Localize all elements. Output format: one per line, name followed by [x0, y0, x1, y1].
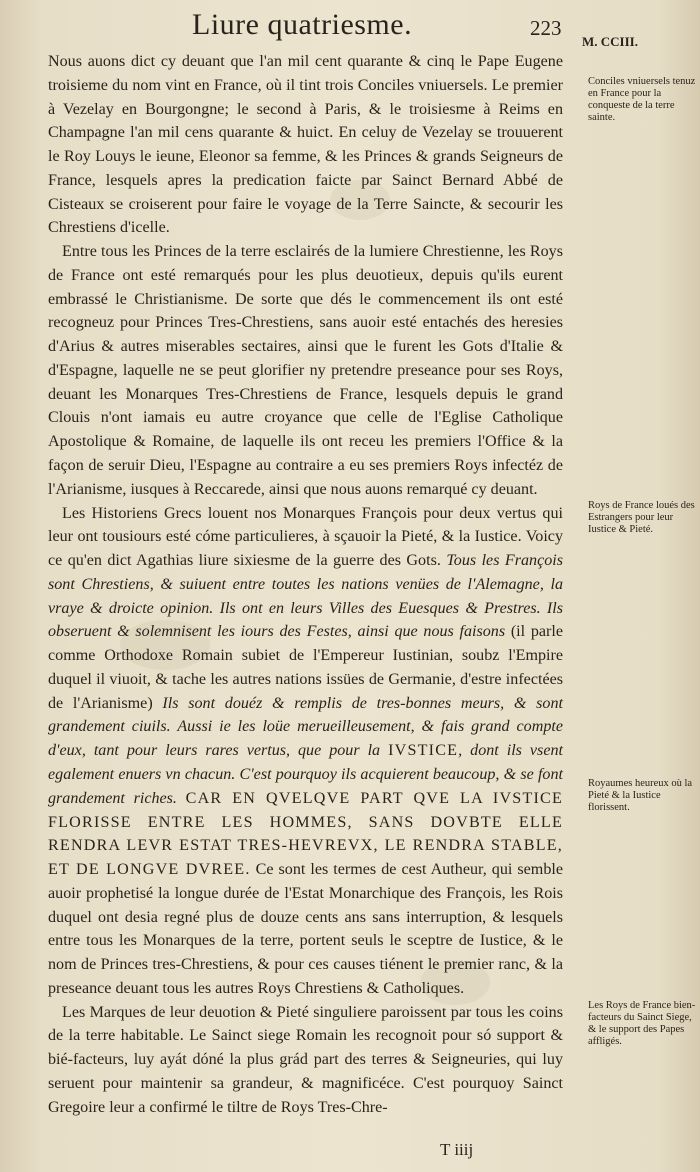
- margin-note: Royaumes heureux où la Pieté & la Iustice florissent.: [588, 778, 693, 813]
- capitals-sentence: CAR EN QVELQVE PART QVE LA IVSTICE FLORISSE ENTRE LES HOMMES, SANS DOVBTE ELLE RENDRA LEVR ESTAT TRES-HEVREVX, LE RENDRA STABLE, ET DE LONGVE DVREE.: [48, 789, 564, 879]
- iustice-word: IVSTICE: [388, 742, 459, 760]
- quotation: , dont ils vsent egalement enuers vn chacun. C'est pourquoy ils acquierent beaucoup, & se font grandement riches.: [48, 742, 563, 807]
- margin-note: Les Roys de France bien-facteurs du Sainct Siege, & le support des Papes affligés.: [588, 1000, 696, 1047]
- page-number: 223: [530, 16, 562, 40]
- margin-note: Conciles vniuersels tenuz en France pour la conqueste de la terre sainte.: [588, 76, 696, 123]
- paragraph: Nous auons dict cy deuant que l'an mil cent quarante & cinq le Pape Eugene troisieme du nom vint en France, où il tint trois Conciles vniuersels. Le premier à Vezelay en Bourgongne; le second à Paris, & le troisiesme à Reims en Champagne l'an mil cens quarante & huict. En celuy de Vezelay se trouuerent le Roy Louys le ieune, Eleonor sa femme, & les Princes & grands Seigneurs de France, lesquels apres la predication faicte par Sainct Bernard Abbé de Cisteaux se croiserent pour faire le voyage de la Terre Saincte, & secourir les Chrestiens d'icelle.: [48, 53, 563, 237]
- text-run: Ce sont les termes de cest Autheur, qui semble auoir prophetisé la longue durée de l'Estat Monarchique des François, les Rois duquel ont desia regné plus de douze cents ans sans interruption, & lesquels entre tous les Monarques de la terre, portent seuls le sceptre de Iustice, & le nom de Princes tres-Chrestiens, & pour ces causes tiénent le premier ranc, & la preseance deuant tous les autres Roys Chrestiens & Catholiques.: [48, 861, 563, 997]
- running-title: Liure quatriesme.: [192, 8, 413, 41]
- paragraph-agathias: [48, 502, 563, 1001]
- year-marker: M. CCIII.: [582, 34, 638, 49]
- text-run: Les Historiens Grecs louent nos Monarques François pour deux vertus qui leur ont tousiours esté cóme particulieres, à sçauoir la Pieté, & la Iustice. Voicy ce qu'en dict Agathias liure sixiesme de la guerre des Gots.: [48, 504, 563, 570]
- margin-note: Roys de France loués des Estrangers pour leur Iustice & Pieté.: [588, 500, 695, 535]
- catchword: T iiij: [440, 1140, 474, 1159]
- quotation: Ils sont douéz & remplis de tres-bonnes meurs, & sont grandement ciuils. Aussi ie les loüe merueilleusement, & fais grand compte d'eux, tant pour leurs rares vertus, que pour la: [48, 694, 564, 760]
- page-header: [60, 6, 680, 49]
- paragraph: Les Marques de leur deuotion & Pieté singuliere paroissent par tous les coins de la terre habitable. Le Sainct siege Romain les recognoit pour só support & bié-facteurs, luy ayát dóné la plus grád part des terres & Seigneuries, qui luy seruent pour maintenir sa grandeur, & magnificéce. C'est pourquoy Sainct Gregoire leur a confirmé le tiltre de Roys Tres-Chre-: [48, 1003, 563, 1116]
- paragraph: Entre tous les Princes de la terre esclairés de la lumiere Chrestienne, les Roys de France ont esté remarqués pour les plus deuotieux, depuis qu'ils eurent embrassé le Christianisme. De sorte que dés le commencement ils ont esté recogneuz pour Princes Tres-Chrestiens, sans auoir esté entachés des heresies d'Arius & autres miserables sectaires, ainsi que le furent les Gots d'Italie & d'Espagne, laquelle ne se peut glorifier ny pretendre preseance pour ses Roys, deuant les Monarques Tres-Chrestiens de France, lesquels depuis le grand Clouis n'ont iamais eu autre croyance que celle de l'Eglise Catholique Apostolique & Romaine, de laquelle ils ont receu les premiers l'Office & la façon de seruir Dieu, l'Espagne au contraire a eu ses premiers Roys infectéz de l'Arianisme, iusques à Reccarede, ainsi que nous auons remarqué cy deuant.: [48, 243, 563, 498]
- aside-text: (il parle comme Orthodoxe Romain subiet de l'Empereur Iustinian, soubz l'Empire duquel il viuoit, & tache les autres nations issües de Germanie, d'estre infectées de l'Arianisme): [48, 623, 563, 712]
- quotation: Tous les François sont Chrestiens, & suiuent entre toutes les nations venües de l'Alemagne, la vraye & droicte opinion. Ils ont en leurs Villes des Euesques & Prestres. Ils obseruent & solemnisent les iours des Festes, ainsi que nous faisons: [48, 552, 564, 641]
- main-text: [48, 50, 563, 1119]
